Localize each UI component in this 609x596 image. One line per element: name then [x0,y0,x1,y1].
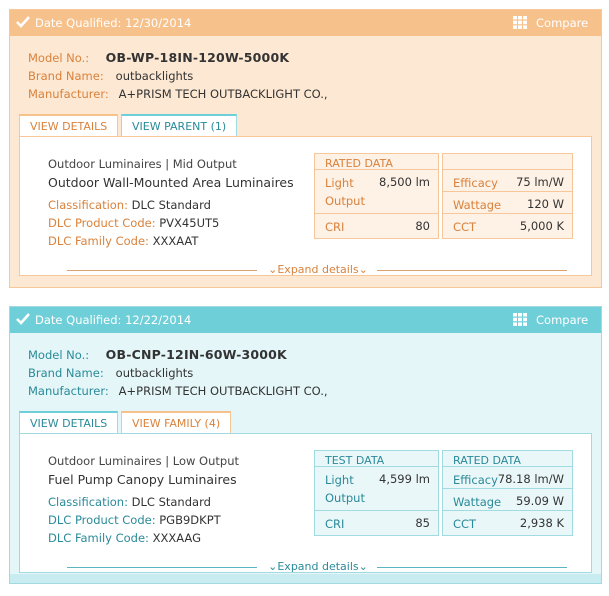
table-title: RATED DATA [325,157,393,170]
light-output-row [315,466,438,510]
wattage-label: Wattage [453,495,502,509]
manufacturer-label: Manufacturer: [28,87,109,101]
chevron-down-icon: ⌄ [268,560,278,573]
family-code-value: XXXAAT [152,234,199,248]
cct-value: 5,000 K [519,219,564,233]
divider-line [67,567,257,568]
classification-label: Classification: [48,495,128,509]
efficacy-row [443,169,572,191]
card-header [10,307,601,333]
dlc-family-code [48,531,201,545]
check-icon [16,15,30,29]
chevron-down-icon: ⌄ [358,560,368,573]
test-data-table [314,450,439,536]
manufacturer [28,87,328,101]
brand-name [28,69,193,83]
family-code-value: XXXAAG [152,531,201,545]
expand-details-button[interactable] [263,560,373,573]
wattage-row [443,191,572,213]
cri-value: 85 [415,516,430,530]
expand-label: Expand details [277,560,359,573]
light-output-value: 8,500 lm [379,175,430,189]
manufacturer-value: A+PRISM TECH OUTBACKLIGHT CO., [118,384,328,398]
product-card [9,306,602,584]
manufacturer-label: Manufacturer: [28,384,109,398]
brand-label: Brand Name: [28,366,104,380]
grid-icon[interactable] [513,313,527,326]
product-card [9,9,602,288]
tab-view-family[interactable]: VIEW FAMILY (4) [121,411,231,433]
brand-name [28,366,193,380]
light-output-label: Light Output [325,176,365,208]
compare-button[interactable]: Compare [536,16,589,30]
product-type: Outdoor Wall-Mounted Area Luminaires [48,175,294,190]
brand-value: outbacklights [115,366,194,380]
model-value: OB-CNP-12IN-60W-3000K [105,347,287,362]
date-qualified: Date Qualified: 12/22/2014 [35,313,192,327]
cct-label: CCT [453,517,477,531]
model-number [28,347,287,362]
card-footer [10,574,601,583]
wattage-row [443,488,572,510]
cri-label: CRI [325,517,345,531]
expand-details[interactable] [67,263,567,277]
tab-view-details[interactable]: VIEW DETAILS [19,411,118,433]
efficacy-value: 75 lm/W [516,175,564,189]
card-footer [10,278,601,287]
table-title: TEST DATA [325,454,385,467]
classification-value: DLC Standard [131,198,211,212]
cri-row [315,510,438,537]
cri-label: CRI [325,220,345,234]
cct-label: CCT [453,220,477,234]
divider-line [67,270,257,271]
model-label: Model No.: [28,348,90,362]
category: Outdoor Luminaires | Mid Output [48,157,237,171]
expand-details-button[interactable] [263,263,373,276]
compare-button[interactable]: Compare [536,313,589,327]
tab-view-parent[interactable]: VIEW PARENT (1) [121,114,237,136]
efficacy-value: 78.18 lm/W [497,472,564,486]
dlc-product-code [48,216,219,230]
family-code-label: DLC Family Code: [48,531,149,545]
product-code-value: PVX45UT5 [159,216,220,230]
grid-icon[interactable] [513,16,527,29]
model-number [28,50,289,65]
details-panel [19,433,592,573]
model-label: Model No.: [28,51,90,65]
efficacy-row [443,466,572,488]
family-code-label: DLC Family Code: [48,234,149,248]
product-code-label: DLC Product Code: [48,513,156,527]
divider-line [377,567,567,568]
model-value: OB-WP-18IN-120W-5000K [105,50,290,65]
manufacturer-value: A+PRISM TECH OUTBACKLIGHT CO., [118,87,328,101]
date-qualified: Date Qualified: 12/30/2014 [35,16,192,30]
table-title-2: RATED DATA [453,454,521,467]
check-icon [16,312,30,326]
rated-data-table-2 [442,153,573,239]
classification [48,198,211,212]
expand-label: Expand details [277,263,359,276]
rated-data-table [442,450,573,536]
divider-line [377,270,567,271]
expand-details[interactable] [67,560,567,574]
category: Outdoor Luminaires | Low Output [48,454,240,468]
details-panel [19,136,592,276]
rated-data-table [314,153,439,239]
product-code-value: PGB9DKPT [159,513,221,527]
brand-label: Brand Name: [28,69,104,83]
efficacy-label: Efficacy [453,176,498,190]
wattage-value: 120 W [527,197,564,211]
cct-row [443,213,572,240]
product-code-label: DLC Product Code: [48,216,156,230]
wattage-value: 59.09 W [516,494,564,508]
classification-value: DLC Standard [131,495,211,509]
cri-value: 80 [415,219,430,233]
dlc-product-code [48,513,221,527]
cri-row [315,213,438,240]
classification [48,495,211,509]
efficacy-label: Efficacy [453,473,498,487]
light-output-label: Light Output [325,473,365,505]
classification-label: Classification: [48,198,128,212]
tab-view-details[interactable]: VIEW DETAILS [19,114,118,136]
wattage-label: Wattage [453,198,502,212]
light-output-row [315,169,438,213]
dlc-family-code [48,234,198,248]
product-type: Fuel Pump Canopy Luminaires [48,472,237,487]
cct-row [443,510,572,537]
card-header [10,10,601,36]
chevron-down-icon: ⌄ [268,263,278,276]
brand-value: outbacklights [115,69,194,83]
manufacturer [28,384,328,398]
light-output-value: 4,599 lm [379,472,430,486]
chevron-down-icon: ⌄ [358,263,368,276]
cct-value: 2,938 K [519,516,564,530]
